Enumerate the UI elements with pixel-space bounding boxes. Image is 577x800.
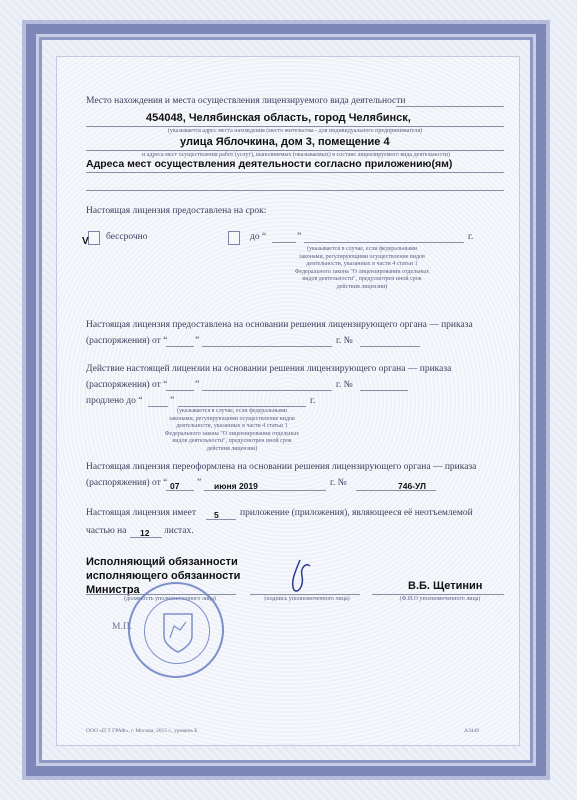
until-quote: ” [297,232,302,242]
rule [166,490,194,491]
rule [356,490,436,491]
rule [204,490,326,491]
until-prefix: до “ [250,232,267,242]
sheets-count: 12 [140,528,150,538]
rule [206,519,236,520]
form-code: А3449 [464,728,479,734]
check-mark: V [82,236,89,247]
rule [250,594,360,595]
reissue-number: 746-УЛ [398,481,426,491]
address-line-1: 454048, Челябинская область, город Челябинск, [146,112,411,124]
position-hint: (должность уполномоченного лица) [124,596,216,602]
rule [272,242,296,243]
basis-line-1: Настоящая лицензия предоставлена на основании решения лицензирующего органа — приказа [86,320,473,330]
signature-hint: (подпись уполномоченного лица) [264,596,350,602]
appendix-prefix: Настоящая лицензия имеет [86,508,197,518]
sheets-suffix: листах. [164,526,194,536]
rule [304,242,464,243]
basis-year-no: г. № [336,336,353,346]
validity-year-no: г. № [336,380,353,390]
rule [202,346,332,347]
rule [360,346,420,347]
mp-label: М.П. [112,622,133,632]
extended-quote: ” [170,396,175,406]
rule [148,406,168,407]
reissue-day: 07 [170,481,180,491]
address-hint-1: (указывается адрес места нахождения (место жительства - для индивидуального предпринимателя) [167,128,423,134]
coat-of-arms-icon [160,610,196,654]
appendix-suffix: приложение (приложения), являющееся её неотъемлемой [240,508,473,518]
handwritten-signature [270,556,330,596]
rule [86,190,504,191]
reissue-line-2: (распоряжения) от “ [86,478,168,488]
rule [360,390,408,391]
location-label: Место нахождения и места осуществления лицензируемого вида деятельности [86,96,406,106]
reissue-quote: ” [197,478,202,488]
rule [130,537,162,538]
indefinite-label: бессрочно [106,232,148,242]
until-checkbox[interactable] [228,231,240,245]
address-hint-2: и адреса мест осуществления работ (услуг), выполняемых (оказываемых) в составе лицензируемого вида деятельности) [142,152,450,158]
signer-name: В.Б. Щетинин [408,580,483,592]
basis-quote: ” [195,336,200,346]
term-label: Настоящая лицензия предоставлена на срок: [86,206,267,216]
validity-line-2: (распоряжения) от “ [86,380,168,390]
reissue-year-no: г. № [330,478,347,488]
rule [396,106,504,107]
rule [86,172,504,173]
rule [178,406,306,407]
name-hint: (Ф.И.О уполномоченного лица) [399,596,481,602]
position-line-2: исполняющего обязанности [86,570,241,582]
until-year: г. [468,232,474,242]
rule [166,346,194,347]
validity-quote: ” [195,380,200,390]
sheets-prefix: частью на [86,526,127,536]
extended-year: г. [310,396,316,406]
reissue-line-1: Настоящая лицензия переоформлена на основании решения лицензирующего органа — приказа [86,462,477,472]
indefinite-checkbox[interactable] [88,231,100,245]
address-line-2: улица Яблочкина, дом 3, помещение 4 [180,136,390,148]
rule [202,390,332,391]
rule [86,126,504,127]
rule [372,594,504,595]
extended-label: продлено до “ [86,396,143,406]
printer-info: ООО «П Т ГРАФ», г. Москва, 2015 г., уровень Б [86,728,198,734]
position-line-1: Исполняющий обязанности [86,556,238,568]
reissue-month-year: июня 2019 [214,481,258,491]
official-seal [128,582,224,678]
validity-line-1: Действие настоящей лицензии на основании решения лицензирующего органа — приказа [86,364,452,374]
validity-note: (указывается в случае, если федеральными законами, регулирующими осуществление видов деятельности, указанных в части 4 статьи 1 Федерального закона "О лицензировании отдельных видов деятельности", предусмотрен иной срок действия лицензии) [164,408,300,452]
rule [86,150,504,151]
appendix-count: 5 [214,510,219,520]
rule [166,390,194,391]
term-note: (указывается в случае, если федеральными законами, регулирующими осуществление видов деятельности, указанных в части 4 статьи 1 Федерального закона "О лицензировании отдельных видов деятельности", предусмотрен иной срок действия лицензии) [294,246,430,290]
basis-line-2: (распоряжения) от “ [86,336,168,346]
position-line-3: Министра [86,584,140,596]
address-line-3: Адреса мест осуществления деятельности согласно приложению(ям) [86,158,453,170]
